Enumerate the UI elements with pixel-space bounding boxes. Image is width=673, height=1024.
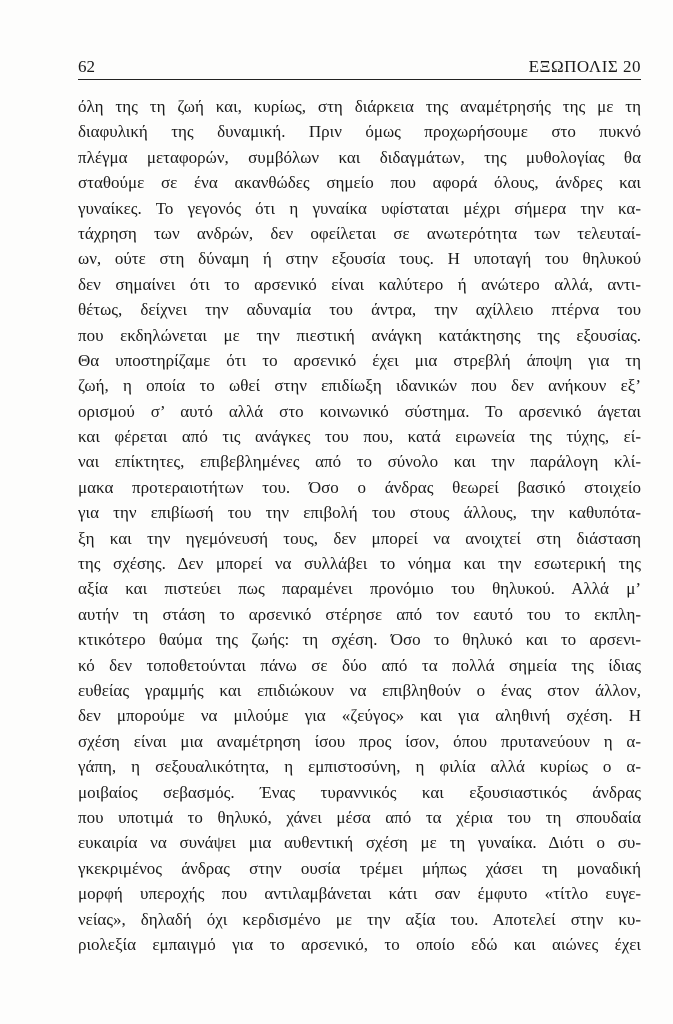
text-line: όλη της τη ζωή και, κυρίως, στη διάρκεια της αναμέτρησής της με τη [78, 97, 641, 116]
text-line: Θα υποστηρίζαμε ότι το αρσενικό έχει μια στρεβλή άποψη για τη [78, 350, 641, 370]
text-line: που υποτιμά το θηλυκό, χάνει μέσα από τα χέρια του τη σπουδαία [78, 807, 641, 827]
body-text [78, 94, 641, 957]
text-line: πλέγμα μεταφορών, συμβόλων και διδαγμάτων, της μυθολογίας θα [78, 147, 641, 167]
text-line: γκεκριμένος άνδρας στην ουσία τρέμει μήπως χάσει τη μοναδική [78, 858, 641, 878]
text-line: μακα προτεραιοτήτων του. Όσο ο άνδρας θεωρεί βασικό στοιχείο [78, 477, 641, 497]
text-line: διαφυλική της δυναμική. Πριν όμως προχωρήσουμε στο πυκνό [78, 122, 641, 142]
text-line: ευθείας γραμμής και επιδιώκουν να επιβληθούν ο ένας στον άλλον, [78, 680, 641, 700]
text-line: και φέρεται από τις ανάγκες του που, κατά ειρωνεία της τύχης, εί- [78, 427, 641, 447]
text-line: κό δεν τοποθετούνται πάνω σε δύο από τα πολλά σημεία της ίδιας [78, 655, 641, 675]
journal-title: ΕΞΩΠΟΛΙΣ 20 [528, 57, 641, 76]
text-line: κτικότερο θαύμα της ζωής: τη σχέση. Όσο το θηλυκό και το αρσενι- [78, 630, 641, 650]
header-rule [78, 79, 641, 80]
text-line: σταθούμε σε ένα ακανθώδες σημείο που αφορά όλους, άνδρες και [78, 173, 641, 193]
text-line: ων, ούτε στη δύναμη ή στην εξουσία τους. Η υποταγή του θηλυκού [78, 249, 641, 269]
text-line: που εκδηλώνεται με την πιεστική ανάγκη κατάκτησης της εξουσίας. [78, 325, 641, 345]
text-line: θέτως, δείχνει την αδυναμία του άντρα, την αχίλλειο πτέρνα του [78, 300, 641, 320]
running-header [78, 56, 641, 80]
text-line: μορφή υπεροχής που αντιλαμβάνεται κάτι σαν έμφυτο «τίτλο ευγε- [78, 884, 641, 904]
text-line: γάπη, η σεξουαλικότητα, η εμπιστοσύνη, η φιλία αλλά κυρίως ο α- [78, 757, 641, 777]
text-line: της σχέσης. Δεν μπορεί να συλλάβει το νόημα και την εσωτερική της [78, 554, 641, 574]
text-line: γυναίκες. Το γεγονός ότι η γυναίκα υφίσταται μέχρι σήμερα την κα- [78, 198, 641, 218]
text-line: ευκαιρία να συνάψει μια αυθεντική σχέση με τη γυναίκα. Διότι ο συ- [78, 833, 641, 853]
text-line: για την επιβίωσή του την επιβολή του στους άλλους, την καθυπότα- [78, 503, 641, 523]
text-line: ορισμού σ’ αυτό αλλά στο κοινωνικό σύστημα. Το αρσενικό άγεται [78, 401, 641, 421]
text-line: αξία και πιστεύει πως παραμένει προνόμιο του θηλυκού. Αλλά μ’ [78, 579, 641, 599]
text-line: ζωή, η οποία το ωθεί στην επιδίωξη ιδανικών που δεν ανήκουν εξ’ [78, 376, 641, 396]
text-line: ναι επίκτητες, επιβεβλημένες από το σύνολο και την παράλογη κλί- [78, 452, 641, 472]
text-line: ριολεξία εμπαιγμό για το αρσενικό, το οποίο εδώ και αιώνες έχει [78, 934, 641, 954]
text-line: αυτήν τη στάση το αρσενικό στέρησε από τον εαυτό του το εκπλη- [78, 604, 641, 624]
text-line: νείας», δηλαδή όχι κερδισμένο με την αξία του. Αποτελεί στην κυ- [78, 909, 641, 929]
text-line: δεν μπορούμε να μιλούμε για «ζεύγος» και για αληθινή σχέση. Η [78, 706, 641, 726]
page-number: 62 [78, 57, 95, 76]
text-line: ξη και την ηγεμόνευσή τους, δεν μπορεί να ανοιχτεί στη διάσταση [78, 528, 641, 548]
text-line: τάχρηση των ανδρών, δεν οφείλεται σε ανωτερότητα των τελευταί- [78, 223, 641, 243]
text-line: μοιβαίος σεβασμός. Ένας τυραννικός και εξουσιαστικός άνδρας [78, 782, 641, 802]
text-line: σχέση είναι μια αναμέτρηση ίσου προς ίσον, όπου πρυτανεύουν η α- [78, 731, 641, 751]
text-line: δεν σημαίνει ότι το αρσενικό είναι καλύτερο ή ανώτερο αλλά, αντι- [78, 274, 641, 294]
